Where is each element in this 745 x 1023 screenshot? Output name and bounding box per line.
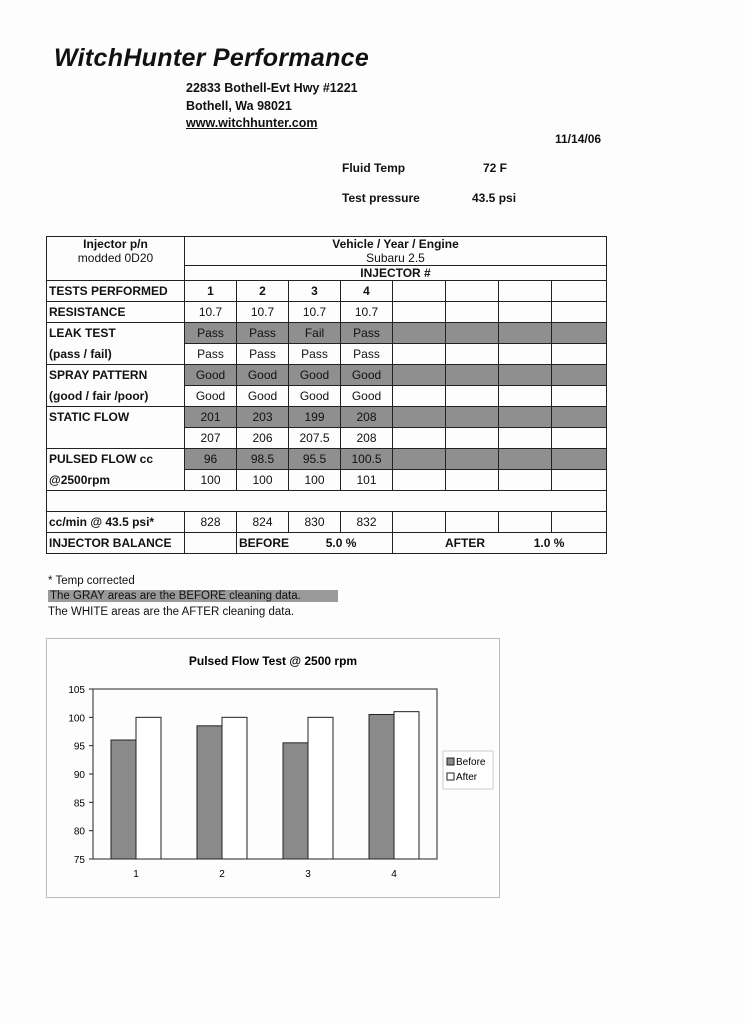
pulsed-after-row	[47, 470, 607, 491]
static-after-cell: 206	[237, 428, 289, 449]
pulsed-before-cell: 95.5	[289, 449, 341, 470]
spray-before-cell: Good	[289, 365, 341, 386]
spray-sub-label: (good / fair /poor)	[47, 386, 185, 407]
leak-label: LEAK TEST	[47, 323, 185, 344]
pulsed-sub-label: @2500rpm	[47, 470, 185, 491]
pulsed-after-cell: 100	[289, 470, 341, 491]
pulsed-label: PULSED FLOW cc	[47, 449, 185, 470]
ccmin-row	[47, 512, 607, 533]
injector-header-row	[47, 266, 607, 281]
static-before-cell: 203	[237, 407, 289, 428]
spray-before-cell: Good	[185, 365, 237, 386]
balance-after	[393, 533, 607, 554]
leak-after-row	[47, 344, 607, 365]
bar-after-2	[222, 717, 247, 859]
spray-label: SPRAY PATTERN	[47, 365, 185, 386]
y-tick-label: 85	[73, 798, 85, 810]
chart-title: Pulsed Flow Test @ 2500 rpm	[188, 654, 358, 668]
legend-before-swatch	[447, 758, 454, 765]
static-before-cell: 201	[185, 407, 237, 428]
static-before-cell: 208	[341, 407, 393, 428]
header-row	[47, 237, 607, 252]
leak-before-cell: Pass	[185, 323, 237, 344]
leak-after-cell: Pass	[185, 344, 237, 365]
injector-pn-label: Injector p/n	[83, 237, 148, 252]
pulsed-after-cell: 100	[237, 470, 289, 491]
resistance-cell: 10.7	[237, 302, 289, 323]
bar-before-1	[111, 740, 136, 859]
x-tick-label: 2	[219, 869, 225, 880]
injector-header: INJECTOR #	[185, 266, 607, 281]
injector-number: 4	[341, 281, 393, 302]
static-after-row	[47, 428, 607, 449]
after-value: 1.0 %	[533, 536, 565, 550]
spray-before-row	[47, 365, 607, 386]
before-label: BEFORE	[239, 536, 290, 550]
injector-number: 3	[289, 281, 341, 302]
leak-after-cell: Pass	[341, 344, 393, 365]
spacer-row	[47, 491, 607, 512]
bar-before-3	[283, 743, 308, 859]
y-tick-label: 105	[68, 685, 85, 696]
vehicle-value: Subaru 2.5	[185, 251, 607, 266]
resistance-cell: 10.7	[185, 302, 237, 323]
spray-after-cell: Good	[185, 386, 237, 407]
ccmin-cell: 828	[185, 512, 237, 533]
spray-after-cell: Good	[341, 386, 393, 407]
white-areas-note: The WHITE areas are the AFTER cleaning data.	[48, 606, 295, 618]
pulsed-flow-chart	[46, 638, 500, 898]
static-before-cell: 199	[289, 407, 341, 428]
resistance-label: RESISTANCE	[47, 302, 185, 323]
pulsed-before-row	[47, 449, 607, 470]
x-tick-label: 1	[133, 869, 139, 880]
static-after-cell: 207	[185, 428, 237, 449]
spray-after-cell: Good	[289, 386, 341, 407]
leak-sub-label: (pass / fail)	[47, 344, 185, 365]
address-line-1: 22833 Bothell-Evt Hwy #1221	[186, 81, 358, 95]
leak-before-cell: Pass	[341, 323, 393, 344]
balance-row	[47, 533, 607, 554]
leak-after-cell: Pass	[237, 344, 289, 365]
balance-before	[237, 533, 393, 554]
leak-before-cell: Pass	[237, 323, 289, 344]
test-pressure-label: Test pressure	[342, 191, 420, 205]
before-value: 5.0 %	[325, 536, 357, 550]
bar-after-4	[394, 712, 419, 859]
pulsed-before-cell: 98.5	[237, 449, 289, 470]
injector-test-table	[46, 236, 606, 560]
pulsed-after-cell: 101	[341, 470, 393, 491]
injector-number: 2	[237, 281, 289, 302]
vehicle-label: Vehicle / Year / Engine	[185, 237, 607, 252]
legend-after-label: After	[456, 772, 478, 783]
balance-label: INJECTOR BALANCE	[47, 533, 185, 554]
gray-areas-note: The GRAY areas are the BEFORE cleaning data.	[48, 590, 338, 602]
spray-before-cell: Good	[341, 365, 393, 386]
spray-after-cell: Good	[237, 386, 289, 407]
bar-after-1	[136, 717, 161, 859]
ccmin-cell: 824	[237, 512, 289, 533]
bar-after-3	[308, 717, 333, 859]
website-link[interactable]: www.witchhunter.com	[186, 116, 318, 130]
y-tick-label: 100	[68, 713, 85, 725]
after-label: AFTER	[445, 536, 485, 550]
spray-before-cell: Good	[237, 365, 289, 386]
x-tick-label: 4	[391, 869, 397, 880]
bar-before-4	[369, 715, 394, 860]
pulsed-before-cell: 100.5	[341, 449, 393, 470]
y-tick-label: 80	[73, 826, 85, 838]
static-label: STATIC FLOW	[47, 407, 185, 428]
temp-corrected-note: * Temp corrected	[48, 575, 135, 587]
bar-before-2	[197, 726, 222, 859]
injector-pn-cell	[47, 237, 185, 266]
test-pressure-value: 43.5 psi	[472, 191, 517, 205]
resistance-cell: 10.7	[289, 302, 341, 323]
fluid-temp-label: Fluid Temp	[342, 161, 406, 175]
resistance-row	[47, 302, 607, 323]
ccmin-cell: 832	[341, 512, 393, 533]
injector-number: 1	[185, 281, 237, 302]
x-tick-label: 3	[305, 869, 311, 880]
ccmin-label: cc/min @ 43.5 psi*	[47, 512, 185, 533]
spray-after-row	[47, 386, 607, 407]
address-line-2: Bothell, Wa 98021	[186, 99, 292, 113]
static-after-cell: 207.5	[289, 428, 341, 449]
pulsed-before-cell: 96	[185, 449, 237, 470]
static-after-cell: 208	[341, 428, 393, 449]
chart-svg	[47, 639, 499, 897]
y-tick-label: 75	[73, 855, 85, 866]
y-tick-label: 95	[73, 741, 85, 753]
injector-pn-value: modded 0D20	[77, 251, 154, 266]
tests-row	[47, 281, 607, 302]
leak-after-cell: Pass	[289, 344, 341, 365]
resistance-cell: 10.7	[341, 302, 393, 323]
leak-before-cell: Fail	[289, 323, 341, 344]
static-before-row	[47, 407, 607, 428]
legend-before-label: Before	[456, 757, 486, 768]
fluid-temp-value: 72 F	[483, 161, 508, 175]
leak-before-row	[47, 323, 607, 344]
ccmin-cell: 830	[289, 512, 341, 533]
legend-after-swatch	[447, 773, 454, 780]
tests-label: TESTS PERFORMED	[47, 281, 185, 302]
pulsed-after-cell: 100	[185, 470, 237, 491]
report-date: 11/14/06	[555, 132, 602, 146]
y-tick-label: 90	[73, 770, 85, 781]
company-name: WitchHunter Performance	[54, 44, 370, 72]
blank-cell	[47, 266, 185, 281]
